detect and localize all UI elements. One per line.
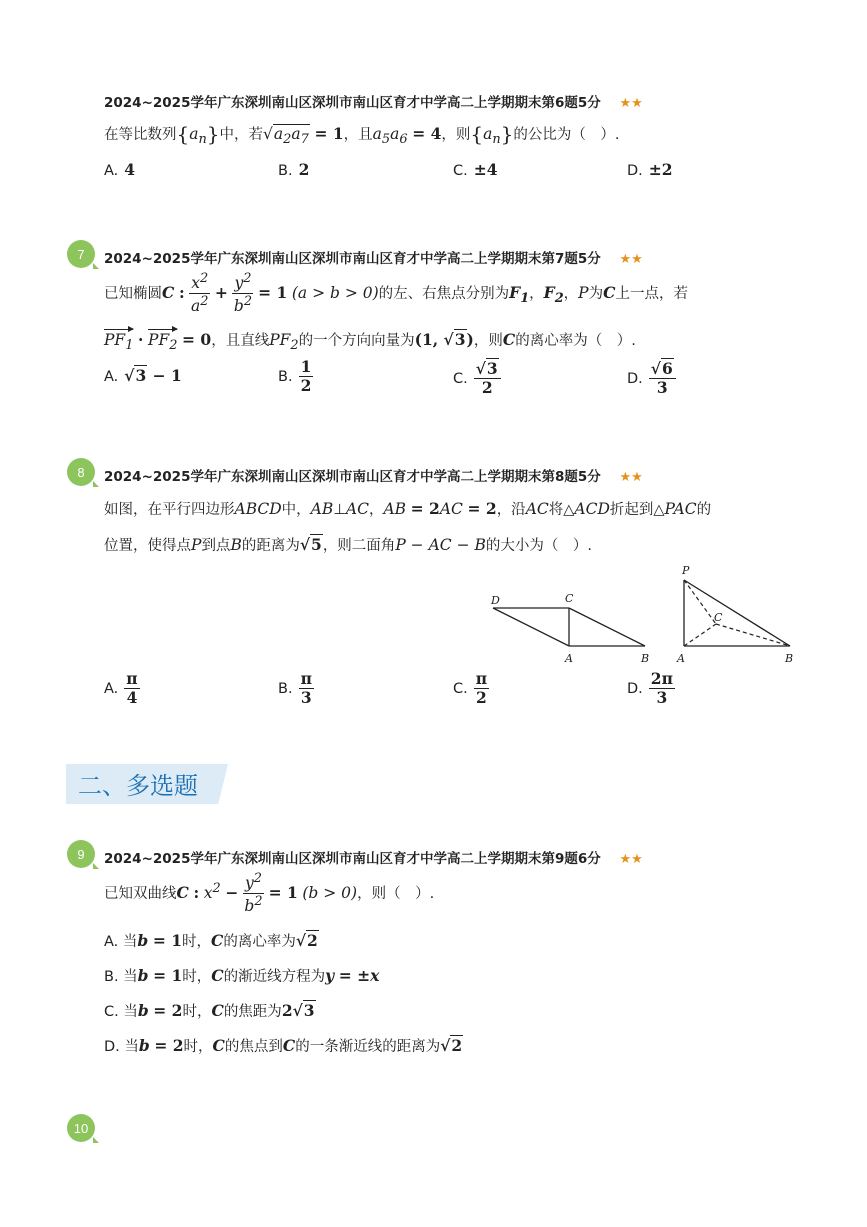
q7-text: 已知椭圆 — [104, 285, 162, 302]
q6-text: ，则 — [441, 127, 471, 143]
q9-option-c[interactable]: C. 当b = 2时，C的焦距为2√3 — [104, 1001, 315, 1020]
q10-number-badge — [67, 1114, 95, 1142]
q7-stem-line2: $PF_1 \cdot PF_2 = 0$，且直线$PF_2$的一个方向向量为(1, √3)，则C的离心率为（ ）. — [104, 330, 636, 354]
q8-text: 的 — [696, 502, 712, 518]
q9-option-a[interactable]: A. 当b = 1时，C的离心率为√2 — [104, 931, 318, 950]
option-text: 的一条渐近线的距离为 — [295, 1039, 441, 1055]
q7-option-c[interactable]: C. $\frac{√3}{2}$ — [453, 360, 501, 397]
q7-option-b[interactable]: B. $\frac{1}{2}$ — [278, 357, 312, 395]
q8-difficulty-stars: ★★ — [619, 470, 643, 485]
label-b: B — [785, 652, 794, 665]
option-text: 的渐近线方程为 — [223, 969, 326, 985]
q9-stem: 已知双曲线C : $x^2$ − $\frac{y^2}{b^2}$ = 1 (b > 0)，则（ ）. — [104, 871, 435, 916]
q7-text: 的左、右焦点分别为 — [378, 285, 510, 302]
q8-option-d[interactable] — [627, 670, 675, 707]
option-denominator: 2 — [476, 687, 487, 707]
q6-text: 的公比为（ ）. — [513, 127, 620, 143]
label-b: B — [641, 652, 650, 665]
q8-number: 8 — [77, 464, 85, 480]
option-text: 的离心率为 — [223, 934, 296, 950]
q7-text: 上一点，若 — [615, 285, 688, 302]
q8-text: 中， — [281, 502, 311, 518]
q6-option-b[interactable] — [278, 160, 309, 179]
q7-text: 的离心率为（ ）. — [515, 333, 636, 349]
q8-text: 的大小为（ ）. — [485, 538, 592, 554]
option-text: 时， — [182, 969, 212, 985]
q8-text: ，沿 — [496, 502, 526, 518]
q7-text: ，则 — [473, 333, 503, 349]
option-text: 的焦点到 — [224, 1039, 283, 1055]
q8-text: 到点 — [201, 538, 231, 554]
label-c: C — [565, 592, 574, 605]
q8-text: 将 — [548, 502, 564, 518]
q6-header-text: 2024~2025学年广东深圳南山区深圳市南山区育才中学高二上学期期末第6题5分 — [104, 95, 601, 111]
q7-stem-line1: 已知椭圆C : $\frac{x^2}{a^2}$ + $\frac{y^2}{b^2}$ = 1 (a > b > 0)的左、右焦点分别为$F_1$，$F_2$，P为C上一点，若 — [104, 271, 688, 316]
option-value: ±4 — [473, 160, 498, 179]
q8-text: 的距离为 — [241, 538, 300, 554]
label-a: A — [565, 652, 573, 665]
option-label: D. — [627, 163, 643, 179]
q7-text: 的一个方向向量为 — [298, 333, 415, 349]
option-label: B. — [104, 969, 119, 985]
edge-pc-hidden — [684, 580, 716, 624]
option-value: 2 — [298, 160, 310, 179]
q7-number: 7 — [77, 246, 85, 262]
option-label: B. — [278, 163, 293, 179]
option-label: D. — [104, 1039, 120, 1055]
q8-stem-line2: 位置，使得点P到点B的距离为√5，则二面角P − AC − B的大小为（ ）. — [104, 535, 592, 554]
q7-text: ，且直线 — [211, 333, 270, 349]
option-value: ±2 — [648, 160, 673, 179]
q7-header-text: 2024~2025学年广东深圳南山区深圳市南山区育才中学高二上学期期末第7题5分 — [104, 251, 601, 267]
section-title: 二、多选题 — [78, 772, 198, 800]
option-label: D. — [627, 680, 643, 697]
label-a: A — [677, 652, 685, 665]
option-numerator: π — [300, 669, 312, 688]
q8-text: ， — [368, 502, 384, 518]
q8-text: ，则二面角 — [322, 538, 396, 554]
tetrahedron-figure — [672, 560, 802, 668]
q7-option-d[interactable]: D. $\frac{√6}{3}$ — [627, 360, 676, 397]
q7-number-badge — [67, 240, 95, 268]
edge-ac-hidden — [684, 624, 716, 646]
q6-text: 在等比数列 — [104, 127, 177, 143]
option-text: 时， — [182, 934, 212, 950]
q8-option-a[interactable] — [104, 670, 140, 707]
q7-text: ， — [563, 285, 579, 302]
option-denominator: 4 — [126, 687, 138, 707]
edge-cb-hidden — [716, 624, 790, 646]
q6-stem: 在等比数列$\{a_n\}$中，若$√a_2a_7 = 1$，且$a_5a_6 = 4$，则$\{a_n\}$的公比为（ ）. — [104, 122, 620, 148]
q6-header — [104, 91, 643, 111]
q9-number: 9 — [77, 846, 85, 862]
q8-text: 如图，在平行四边形 — [104, 502, 235, 518]
q9-text: 已知双曲线 — [104, 885, 177, 902]
q6-option-d[interactable] — [627, 160, 673, 179]
option-label: C. — [453, 163, 468, 179]
q7-option-a[interactable]: A. √3 − 1 — [104, 366, 182, 385]
q7-difficulty-stars: ★★ — [619, 252, 643, 267]
q7-text: ， — [529, 285, 544, 302]
q8-header — [104, 465, 643, 485]
option-label: A. — [104, 680, 119, 697]
q6-text: ，且 — [343, 127, 373, 143]
q7-header — [104, 247, 643, 267]
q9-difficulty-stars: ★★ — [619, 852, 643, 867]
label-d: D — [491, 594, 500, 607]
option-label: C. — [453, 680, 468, 697]
q9-header-text: 2024~2025学年广东深圳南山区深圳市南山区育才中学高二上学期期末第9题6分 — [104, 851, 601, 867]
option-value: 4 — [124, 160, 136, 179]
label-c: C — [714, 611, 723, 624]
q6-text: 中，若 — [219, 127, 264, 143]
edge-pb — [684, 580, 790, 646]
q9-header — [104, 847, 643, 867]
q8-text: 折起到 — [609, 502, 654, 518]
parallelogram-figure — [485, 588, 660, 668]
option-denominator: 3 — [656, 687, 668, 707]
q6-difficulty-stars: ★★ — [619, 96, 643, 111]
option-label: A. — [104, 369, 119, 385]
option-text: 的焦距为 — [223, 1004, 282, 1020]
option-label: C. — [104, 1004, 119, 1020]
option-text: 当 — [123, 1004, 138, 1020]
option-label: A. — [104, 163, 119, 179]
q6-option-a[interactable] — [104, 160, 135, 179]
option-text: 时， — [182, 1004, 212, 1020]
q8-header-text: 2024~2025学年广东深圳南山区深圳市南山区育才中学高二上学期期末第8题5分 — [104, 469, 601, 485]
label-p: P — [682, 564, 690, 577]
q8-number-badge — [67, 458, 95, 486]
option-numerator: 2π — [650, 669, 673, 688]
option-numerator: π — [475, 669, 488, 688]
option-label: A. — [104, 934, 119, 950]
option-numerator: π — [126, 669, 138, 688]
q10-number: 10 — [73, 1120, 89, 1136]
option-label: D. — [627, 370, 643, 387]
option-text: 时， — [183, 1039, 213, 1055]
option-text: 当 — [123, 969, 138, 985]
q8-text: 位置，使得点 — [104, 538, 191, 554]
q9-option-d[interactable]: D. 当b = 2时，C的焦点到C的一条渐近线的距离为√2 — [104, 1036, 463, 1055]
q6-option-c[interactable] — [453, 160, 498, 179]
option-label: B. — [278, 368, 293, 385]
edge-cb — [569, 608, 645, 646]
q9-text: ，则（ ）. — [357, 885, 435, 902]
edge-da — [493, 608, 569, 646]
q7-text: 为 — [588, 285, 604, 302]
q9-option-b[interactable]: B. 当b = 1时，C的渐近线方程为y = ±x — [104, 966, 380, 985]
q8-option-b[interactable] — [278, 670, 314, 707]
option-label: C. — [453, 370, 468, 387]
option-text: 当 — [124, 1039, 139, 1055]
option-denominator: 3 — [300, 687, 312, 707]
option-label: B. — [278, 680, 293, 697]
q9-number-badge — [67, 840, 95, 868]
option-text: 当 — [122, 934, 138, 950]
q8-option-c[interactable] — [453, 670, 489, 707]
q8-stem-line1: 如图，在平行四边形ABCD中，AB⊥AC，AB = 2AC = 2，沿AC将△ACD折起到△PAC的 — [104, 499, 712, 518]
